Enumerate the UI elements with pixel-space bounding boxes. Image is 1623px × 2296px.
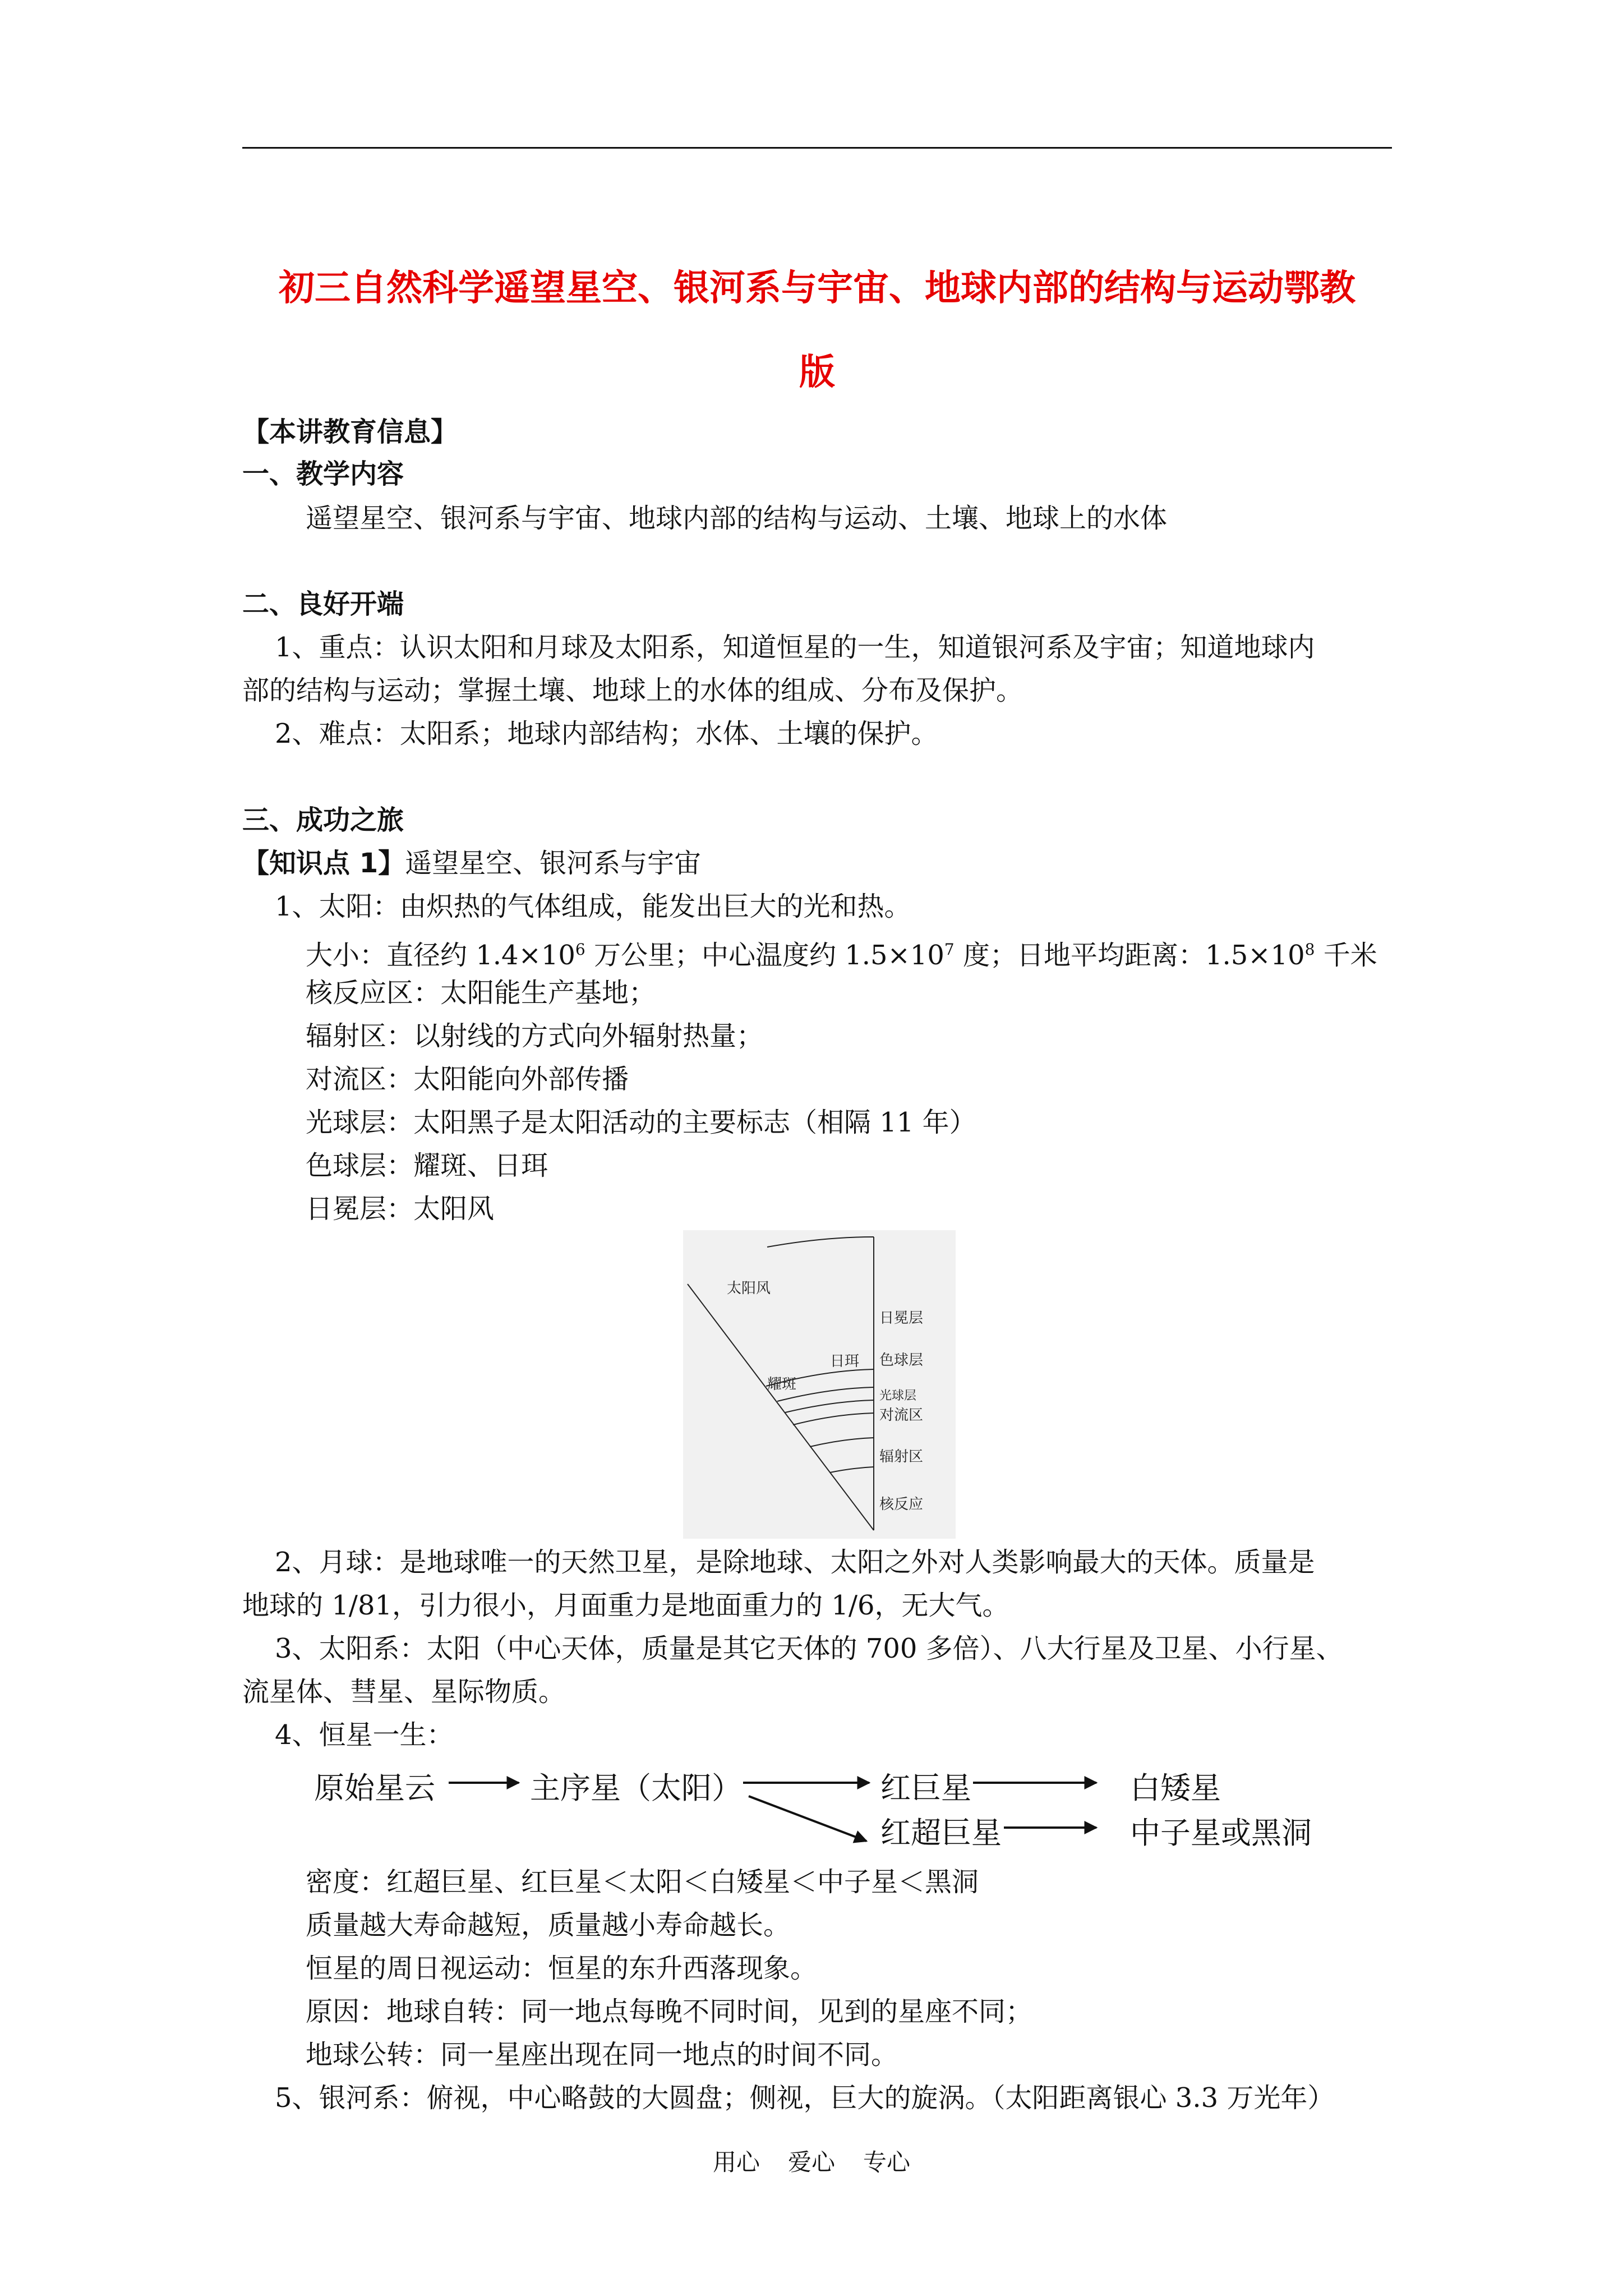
fig-label-convection: 对流区 [879,1407,924,1424]
moon-line2: 地球的 1/81，引力很小，月面重力是地面重力的 1/6，无大气。 [242,1590,1009,1621]
key-points-line1: 1、重点：认识太阳和月球及太阳系，知道恒星的一生，知道银河系及宇宙；知道地球内 [275,632,1315,663]
moon-line1: 2、月球：是地球唯一的天然卫星，是除地球、太阳之外对人类影响最大的天体。质量是 [275,1547,1315,1578]
section3-heading: 三、成功之旅 [242,804,404,836]
diurnal-motion-line: 恒星的周日视运动：恒星的东升西落现象。 [306,1953,818,1984]
fig-label-photosphere: 光球层 [879,1389,917,1403]
knowledge-point-title: 遥望星空、银河系与宇宙 [405,848,702,879]
fig-label-prominence: 日珥 [830,1353,860,1370]
key-points-line2: 部的结构与运动；掌握土壤、地球上的水体的组成、分布及保护。 [242,675,1023,706]
star-life-flowchart [311,1750,1321,1862]
header-rule [242,147,1392,149]
node-neutron-star-or-black-hole: 中子星或黑洞 [1130,1815,1312,1851]
knowledge-point-1 [242,846,701,880]
node-red-supergiant: 红超巨星 [880,1815,1002,1851]
star-life-heading: 4、恒星一生： [275,1719,454,1751]
document-title-line2: 版 [799,352,835,393]
galaxy-line: 5、银河系：俯视，中心略鼓的大圆盘；侧视，巨大的旋涡。（太阳距离银心 3.3 万光年） [275,2082,1335,2114]
section2-heading: 二、良好开端 [242,588,404,620]
reason-line: 原因：地球自转：同一地点每晚不同时间，见到的星座不同； [306,1996,1033,2027]
knowledge-point-label: 【知识点 1】 [242,848,405,879]
sun-size: 大小：直径约 $1.4\times 10^6$ 万公里；中心温度约 $1.5\times 10^7$ 度；日地平均距离：$1.5\times 10^8$ 千米 [306,940,1377,971]
footer-word-1: 用心 [712,2148,760,2176]
node-nebula: 原始星云 [314,1770,435,1806]
sun-intro: 1、太阳：由炽热的气体组成，能发出巨大的光和热。 [275,891,911,922]
layer-chromosphere: 色球层：耀斑、日珥 [306,1150,548,1181]
density-line: 密度：红超巨星、红巨星＜太阳＜白矮星＜中子星＜黑洞 [306,1866,979,1898]
footer-word-2: 爱心 [787,2148,835,2176]
node-main-sequence: 主序星（太阳） [530,1770,742,1806]
fig-label-solar-wind: 太阳风 [727,1280,771,1297]
fig-label-corona: 日冕层 [879,1310,924,1327]
info-header: 【本讲教育信息】 [242,416,458,448]
solar-system-line2: 流星体、彗星、星际物质。 [242,1676,566,1708]
mass-line: 质量越大寿命越短，质量越小寿命越长。 [306,1910,791,1941]
node-red-giant: 红巨星 [880,1770,971,1806]
layer-core: 核反应区：太阳能生产基地； [306,977,656,1009]
layer-photosphere: 光球层：太阳黑子是太阳活动的主要标志（相隔 11 年） [306,1107,976,1138]
fig-label-core: 核反应 [879,1496,924,1513]
node-white-dwarf: 白矮星 [1130,1770,1221,1806]
difficult-points: 2、难点：太阳系；地球内部结构；水体、土壤的保护。 [275,718,938,749]
section1-heading: 一、教学内容 [242,458,404,490]
solar-system-line1: 3、太阳系：太阳（中心天体，质量是其它天体的 700 多倍）、八大行星及卫星、小行星、 [275,1633,1343,1664]
fig-label-chromosphere: 色球层 [879,1352,924,1369]
layer-convection: 对流区：太阳能向外部传播 [306,1064,629,1095]
arrow-main-to-supergiant [749,1796,866,1841]
footer-word-3: 专心 [863,2148,911,2176]
section1-content: 遥望星空、银河系与宇宙、地球内部的结构与运动、土壤、地球上的水体 [306,503,1168,534]
layer-radiation: 辐射区：以射线的方式向外辐射热量； [306,1020,764,1052]
fig-label-flare: 耀斑 [767,1376,797,1393]
layer-corona: 日冕层：太阳风 [306,1193,495,1225]
document-title-line1: 初三自然科学遥望星空、银河系与宇宙、地球内部的结构与运动鄂教 [279,268,1355,309]
fig-label-radiation: 辐射区 [879,1448,924,1465]
page-footer [0,2144,1623,2178]
sun-structure-figure [683,1230,956,1539]
revolution-line: 地球公转：同一星座出现在同一地点的时间不同。 [306,2039,898,2070]
